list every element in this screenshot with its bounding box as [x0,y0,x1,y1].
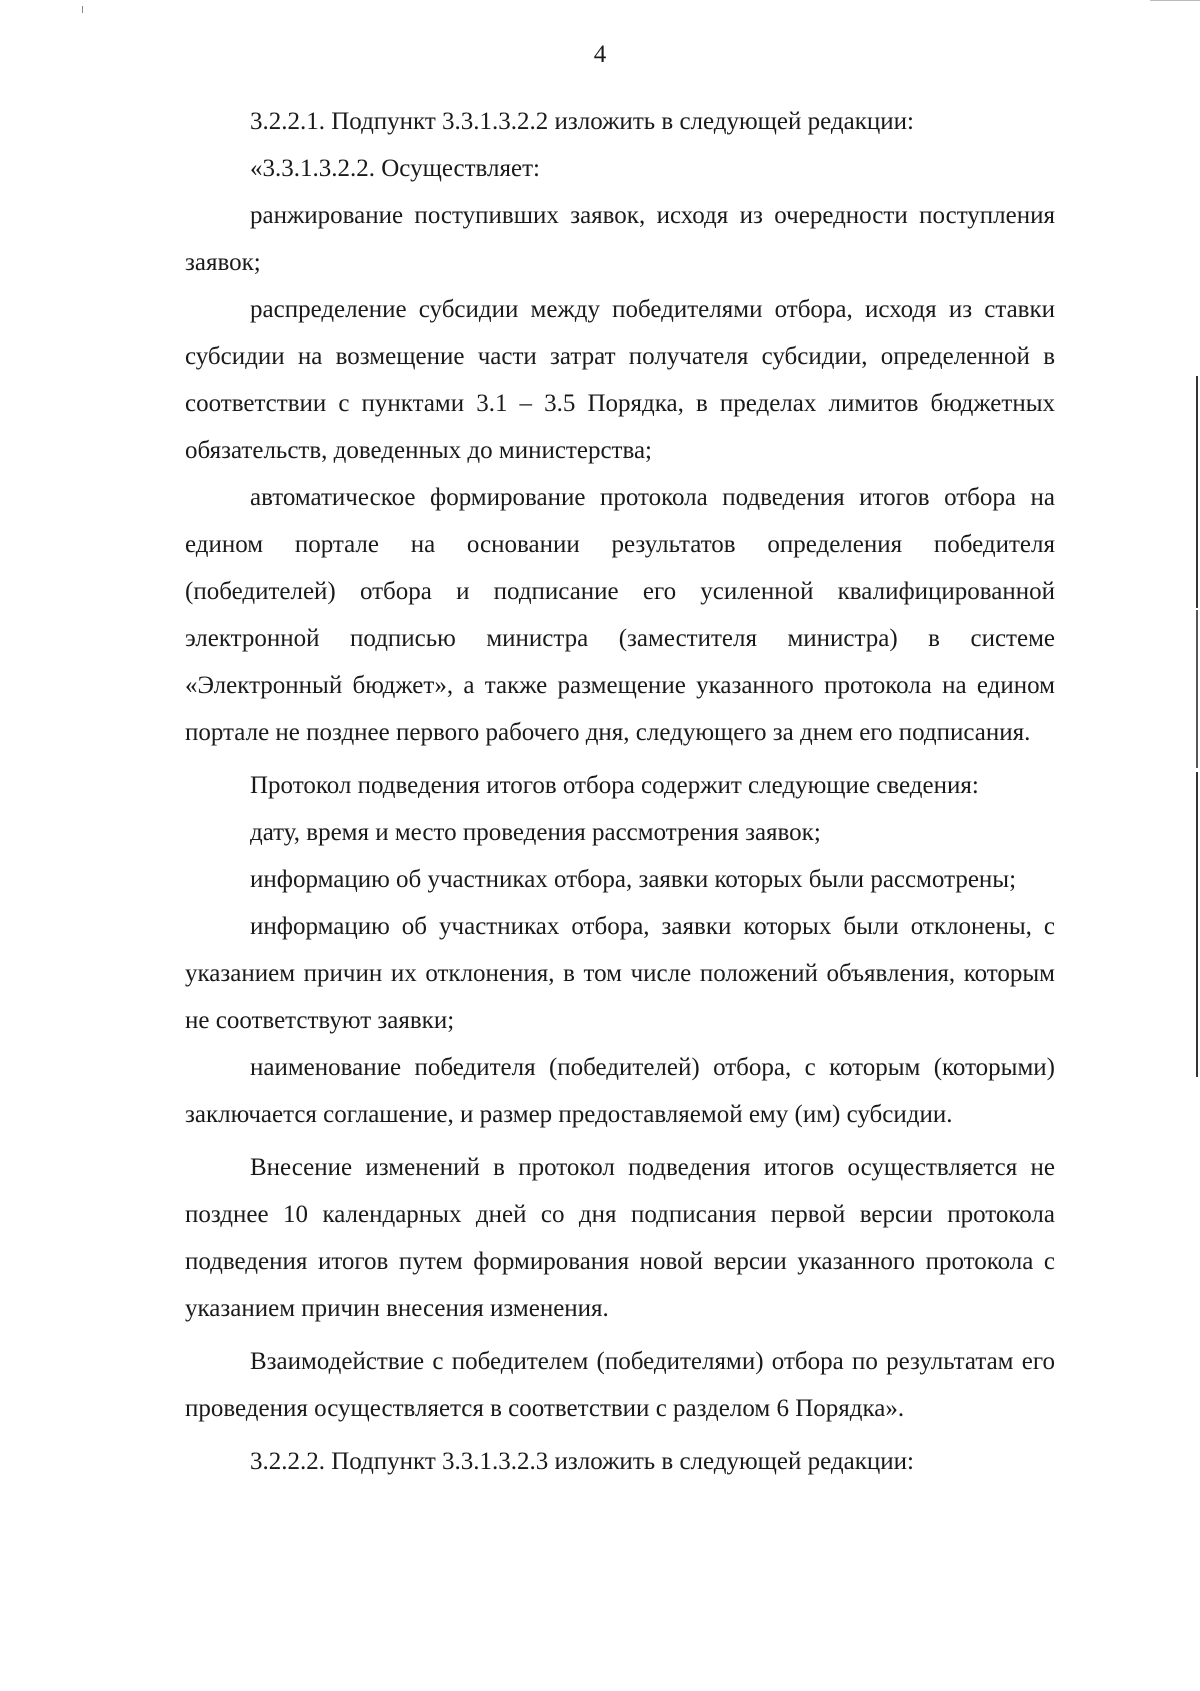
paragraph: дату, время и место проведения рассмотрения заявок; [250,819,821,846]
paragraph: ранжирование поступивших заявок, исходя из очередности поступления заявок; [185,202,1055,276]
scan-edge-line [1196,376,1198,608]
paragraph: информацию об участниках отбора, заявки которых были рассмотрены; [250,866,1017,893]
paragraph: наименование победителя (победителей) отбора, с которым (которыми) заключается соглашение, и размер предоставляемой ему (им) субсидии. [185,1054,1055,1128]
paragraph: 3.2.2.1. Подпункт 3.3.1.3.2.2 изложить в следующей редакции: [250,108,914,135]
scan-edge-line [1196,772,1198,1077]
paragraph: распределение субсидии между победителями отбора, исходя из ставки субсидии на возмещение части затрат получателя субсидии, определенной в соответствии с пунктами 3.1 – 3.5 Порядка, в пределах лимитов бюджетных обязательств, доведенных до министерства; [185,296,1055,464]
paragraph: автоматическое формирование протокола подведения итогов отбора на едином портале на основании результатов определения победителя (победителей) отбора и подписание его усиленной квалифицированной электронной подписью министра (заместителя министра) в системе «Электронный бюджет», а также размещение указанного протокола на едином портале не позднее первого рабочего дня, следующего за днем его подписания. [185,484,1055,746]
paragraph: Внесение изменений в протокол подведения итогов осуществляется не позднее 10 календарных дней со дня подписания первой версии протокола подведения итогов путем формирования новой версии указанного протокола с указанием причин внесения изменения. [185,1154,1055,1322]
scan-artifact [1150,0,1200,1]
paragraph: Взаимодействие с победителем (победителями) отбора по результатам его проведения осуществляется в соответствии с разделом 6 Порядка». [185,1348,1055,1422]
paragraph: информацию об участниках отбора, заявки которых были отклонены, с указанием причин их отклонения, в том числе положений объявления, которым не соответствуют заявки; [185,913,1055,1034]
paragraph: «3.3.1.3.2.2. Осуществляет: [250,155,540,182]
document-body [185,98,1055,1485]
scan-edge-line [1196,610,1198,768]
paragraph: Протокол подведения итогов отбора содержит следующие сведения: [250,772,979,799]
paragraph: 3.2.2.2. Подпункт 3.3.1.3.2.3 изложить в следующей редакции: [250,1448,914,1475]
scan-artifact [82,6,83,13]
page-number: 4 [593,41,607,68]
